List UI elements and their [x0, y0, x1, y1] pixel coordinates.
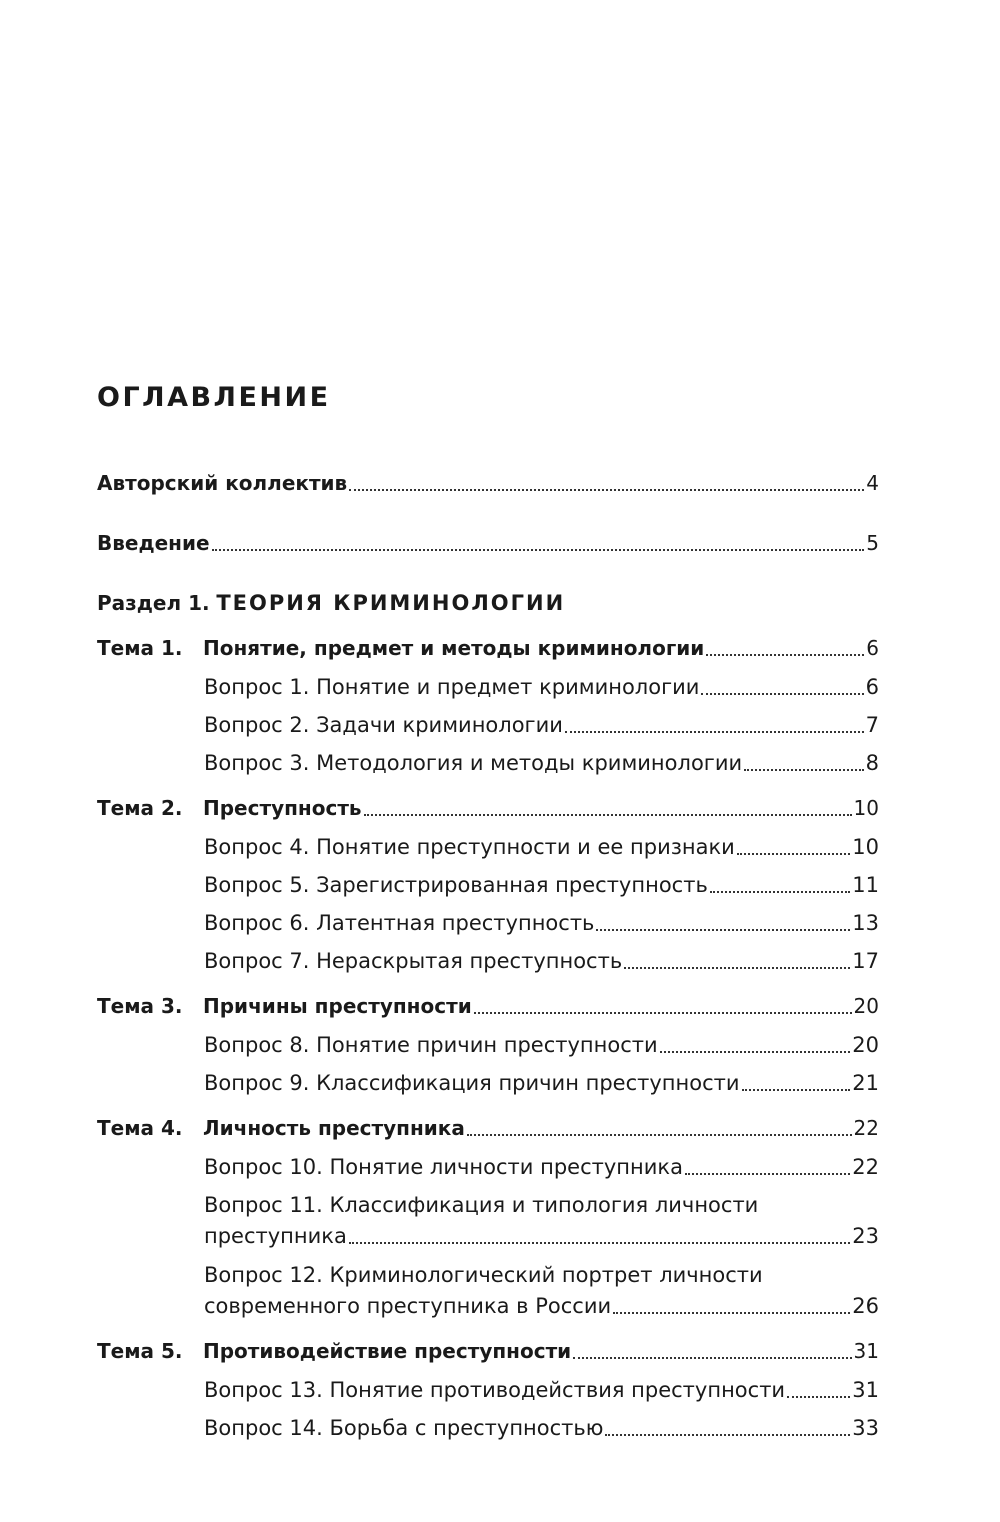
page-number: 22 — [852, 1155, 879, 1179]
question-label: Вопрос 14. Борьба с преступностью — [204, 1416, 604, 1440]
toc-question-13[interactable] — [204, 1377, 879, 1403]
page-number: 6 — [866, 636, 879, 660]
toc-topic-2[interactable] — [97, 795, 879, 821]
leader-dots — [349, 1241, 850, 1244]
page-number: 17 — [852, 949, 879, 973]
page-number: 21 — [852, 1071, 879, 1095]
toc-entry-authors[interactable] — [97, 470, 879, 496]
leader-dots — [573, 1356, 851, 1359]
page-number: 6 — [865, 675, 879, 699]
toc-question-14[interactable] — [204, 1415, 879, 1441]
leader-dots — [701, 692, 863, 695]
leader-dots — [349, 488, 864, 491]
question-label: Вопрос 1. Понятие и предмет криминологии — [204, 675, 700, 699]
topic-title: Понятие, предмет и методы криминологии — [203, 636, 705, 660]
toc-question-4[interactable] — [204, 834, 879, 860]
toc-topic-1[interactable] — [97, 635, 879, 661]
page-number: 11 — [852, 873, 879, 897]
toc-question-11[interactable] — [204, 1223, 879, 1249]
page-number: 10 — [852, 835, 879, 859]
section-name: ТЕОРИЯ КРИМИНОЛОГИИ — [216, 591, 566, 615]
question-label-line1: Вопрос 12. Криминологический портрет личности — [204, 1263, 763, 1287]
leader-dots — [737, 852, 850, 855]
page-number: 33 — [852, 1416, 879, 1440]
question-label: Вопрос 13. Понятие противодействия преступности — [204, 1378, 786, 1402]
leader-dots — [742, 1088, 851, 1091]
toc-topic-3[interactable] — [97, 993, 879, 1019]
leader-dots — [744, 768, 864, 771]
toc-question-7[interactable] — [204, 948, 879, 974]
topic-title: Личность преступника — [203, 1116, 465, 1140]
topic-prefix: Тема 3. — [97, 994, 183, 1018]
toc-question-10[interactable] — [204, 1154, 879, 1180]
leader-dots — [596, 928, 850, 931]
page-number: 26 — [852, 1294, 879, 1318]
toc-entry-label: Авторский коллектив — [97, 471, 348, 495]
page-number: 20 — [852, 1033, 879, 1057]
toc-question-5[interactable] — [204, 872, 879, 898]
toc-entry-label: Введение — [97, 531, 210, 555]
leader-dots — [474, 1011, 852, 1014]
topic-prefix: Тема 5. — [97, 1339, 183, 1363]
question-label: Вопрос 2. Задачи криминологии — [204, 713, 563, 737]
topic-title: Причины преступности — [203, 994, 472, 1018]
page-number: 10 — [853, 796, 879, 820]
page-number: 5 — [866, 531, 879, 555]
leader-dots — [212, 548, 865, 551]
toc-question-12[interactable] — [204, 1293, 879, 1319]
page-number: 13 — [852, 911, 879, 935]
leader-dots — [706, 653, 864, 656]
question-label: преступника — [204, 1224, 347, 1248]
leader-dots — [613, 1311, 850, 1314]
question-label: Вопрос 10. Понятие личности преступника — [204, 1155, 683, 1179]
question-label: Вопрос 5. Зарегистрированная преступность — [204, 873, 708, 897]
leader-dots — [605, 1433, 850, 1436]
question-label-line1: Вопрос 11. Классификация и типология личности — [204, 1193, 759, 1217]
question-label: Вопрос 9. Классификация причин преступности — [204, 1071, 740, 1095]
topic-prefix: Тема 4. — [97, 1116, 183, 1140]
question-label: современного преступника в России — [204, 1294, 612, 1318]
page-title: ОГЛАВЛЕНИЕ — [97, 382, 331, 413]
leader-dots — [787, 1395, 850, 1398]
toc-question-1[interactable] — [204, 674, 879, 700]
page-number: 20 — [853, 994, 879, 1018]
leader-dots — [364, 813, 852, 816]
question-label: Вопрос 7. Нераскрытая преступность — [204, 949, 623, 973]
toc-question-8[interactable] — [204, 1032, 879, 1058]
toc-question-2[interactable] — [204, 712, 879, 738]
leader-dots — [624, 966, 850, 969]
page-number: 4 — [866, 471, 879, 495]
leader-dots — [660, 1050, 851, 1053]
page-number: 22 — [853, 1116, 879, 1140]
topic-title: Преступность — [203, 796, 362, 820]
section-heading — [97, 591, 565, 615]
page-number: 8 — [865, 751, 879, 775]
page-number: 7 — [865, 713, 879, 737]
leader-dots — [685, 1172, 850, 1175]
toc-question-6[interactable] — [204, 910, 879, 936]
topic-prefix: Тема 2. — [97, 796, 183, 820]
toc-topic-4[interactable] — [97, 1115, 879, 1141]
leader-dots — [565, 730, 864, 733]
topic-title: Противодействие преступности — [203, 1339, 572, 1363]
page-number: 31 — [852, 1378, 879, 1402]
page-number: 23 — [852, 1224, 879, 1248]
question-label: Вопрос 3. Методология и методы криминологии — [204, 751, 743, 775]
topic-prefix: Тема 1. — [97, 636, 183, 660]
toc-question-3[interactable] — [204, 750, 879, 776]
page-number: 31 — [853, 1339, 879, 1363]
leader-dots — [710, 890, 850, 893]
section-label: Раздел 1. — [97, 591, 210, 615]
question-label: Вопрос 8. Понятие причин преступности — [204, 1033, 658, 1057]
toc-entry-introduction[interactable] — [97, 530, 879, 556]
leader-dots — [467, 1133, 852, 1136]
question-label: Вопрос 6. Латентная преступность — [204, 911, 595, 935]
toc-question-9[interactable] — [204, 1070, 879, 1096]
toc-topic-5[interactable] — [97, 1338, 879, 1364]
question-label: Вопрос 4. Понятие преступности и ее признаки — [204, 835, 735, 859]
